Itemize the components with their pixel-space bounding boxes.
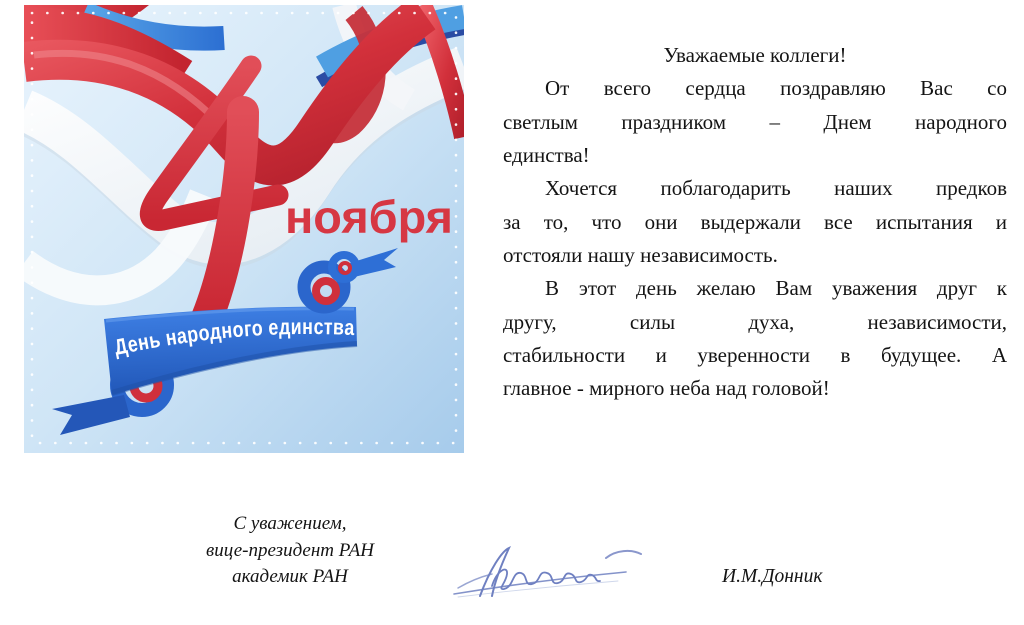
- letter-line: В этот день желаю Вам уважения друг к: [545, 276, 1007, 301]
- letter-line: отстояли нашу независимость.: [503, 243, 778, 268]
- handwritten-signature: [448, 541, 653, 601]
- closing-line: вице-президент РАН: [206, 539, 375, 561]
- letter-line: светлым праздником – Днем народного: [503, 109, 1007, 134]
- closing-line: академик РАН: [232, 566, 348, 588]
- letter-line: стабильности и уверенности в будущее. А: [503, 343, 1007, 368]
- holiday-card-image: [24, 5, 464, 453]
- letter-line: Хочется поблагодарить наших предков: [545, 176, 1007, 201]
- card-graphic: [24, 5, 464, 453]
- date-month-label: ноября: [285, 191, 453, 243]
- signature-closing: [206, 511, 374, 591]
- letter-line: за то, что они выдержали все испытания и: [503, 209, 1007, 234]
- letter-line: единства!: [503, 143, 590, 168]
- letter-salutation: Уважаемые коллеги!: [663, 43, 847, 67]
- letter-line: другу, силы духа, независимости,: [503, 309, 1007, 334]
- letter-line: От всего сердца поздравляю Вас со: [545, 76, 1007, 101]
- letter-body: [503, 39, 1007, 406]
- banner-label: День народного единства: [112, 313, 358, 360]
- signatory-name: И.М.Донник: [722, 566, 823, 587]
- letter-line: главное - мирного неба над головой!: [503, 376, 830, 401]
- closing-line: С уважением,: [233, 513, 347, 534]
